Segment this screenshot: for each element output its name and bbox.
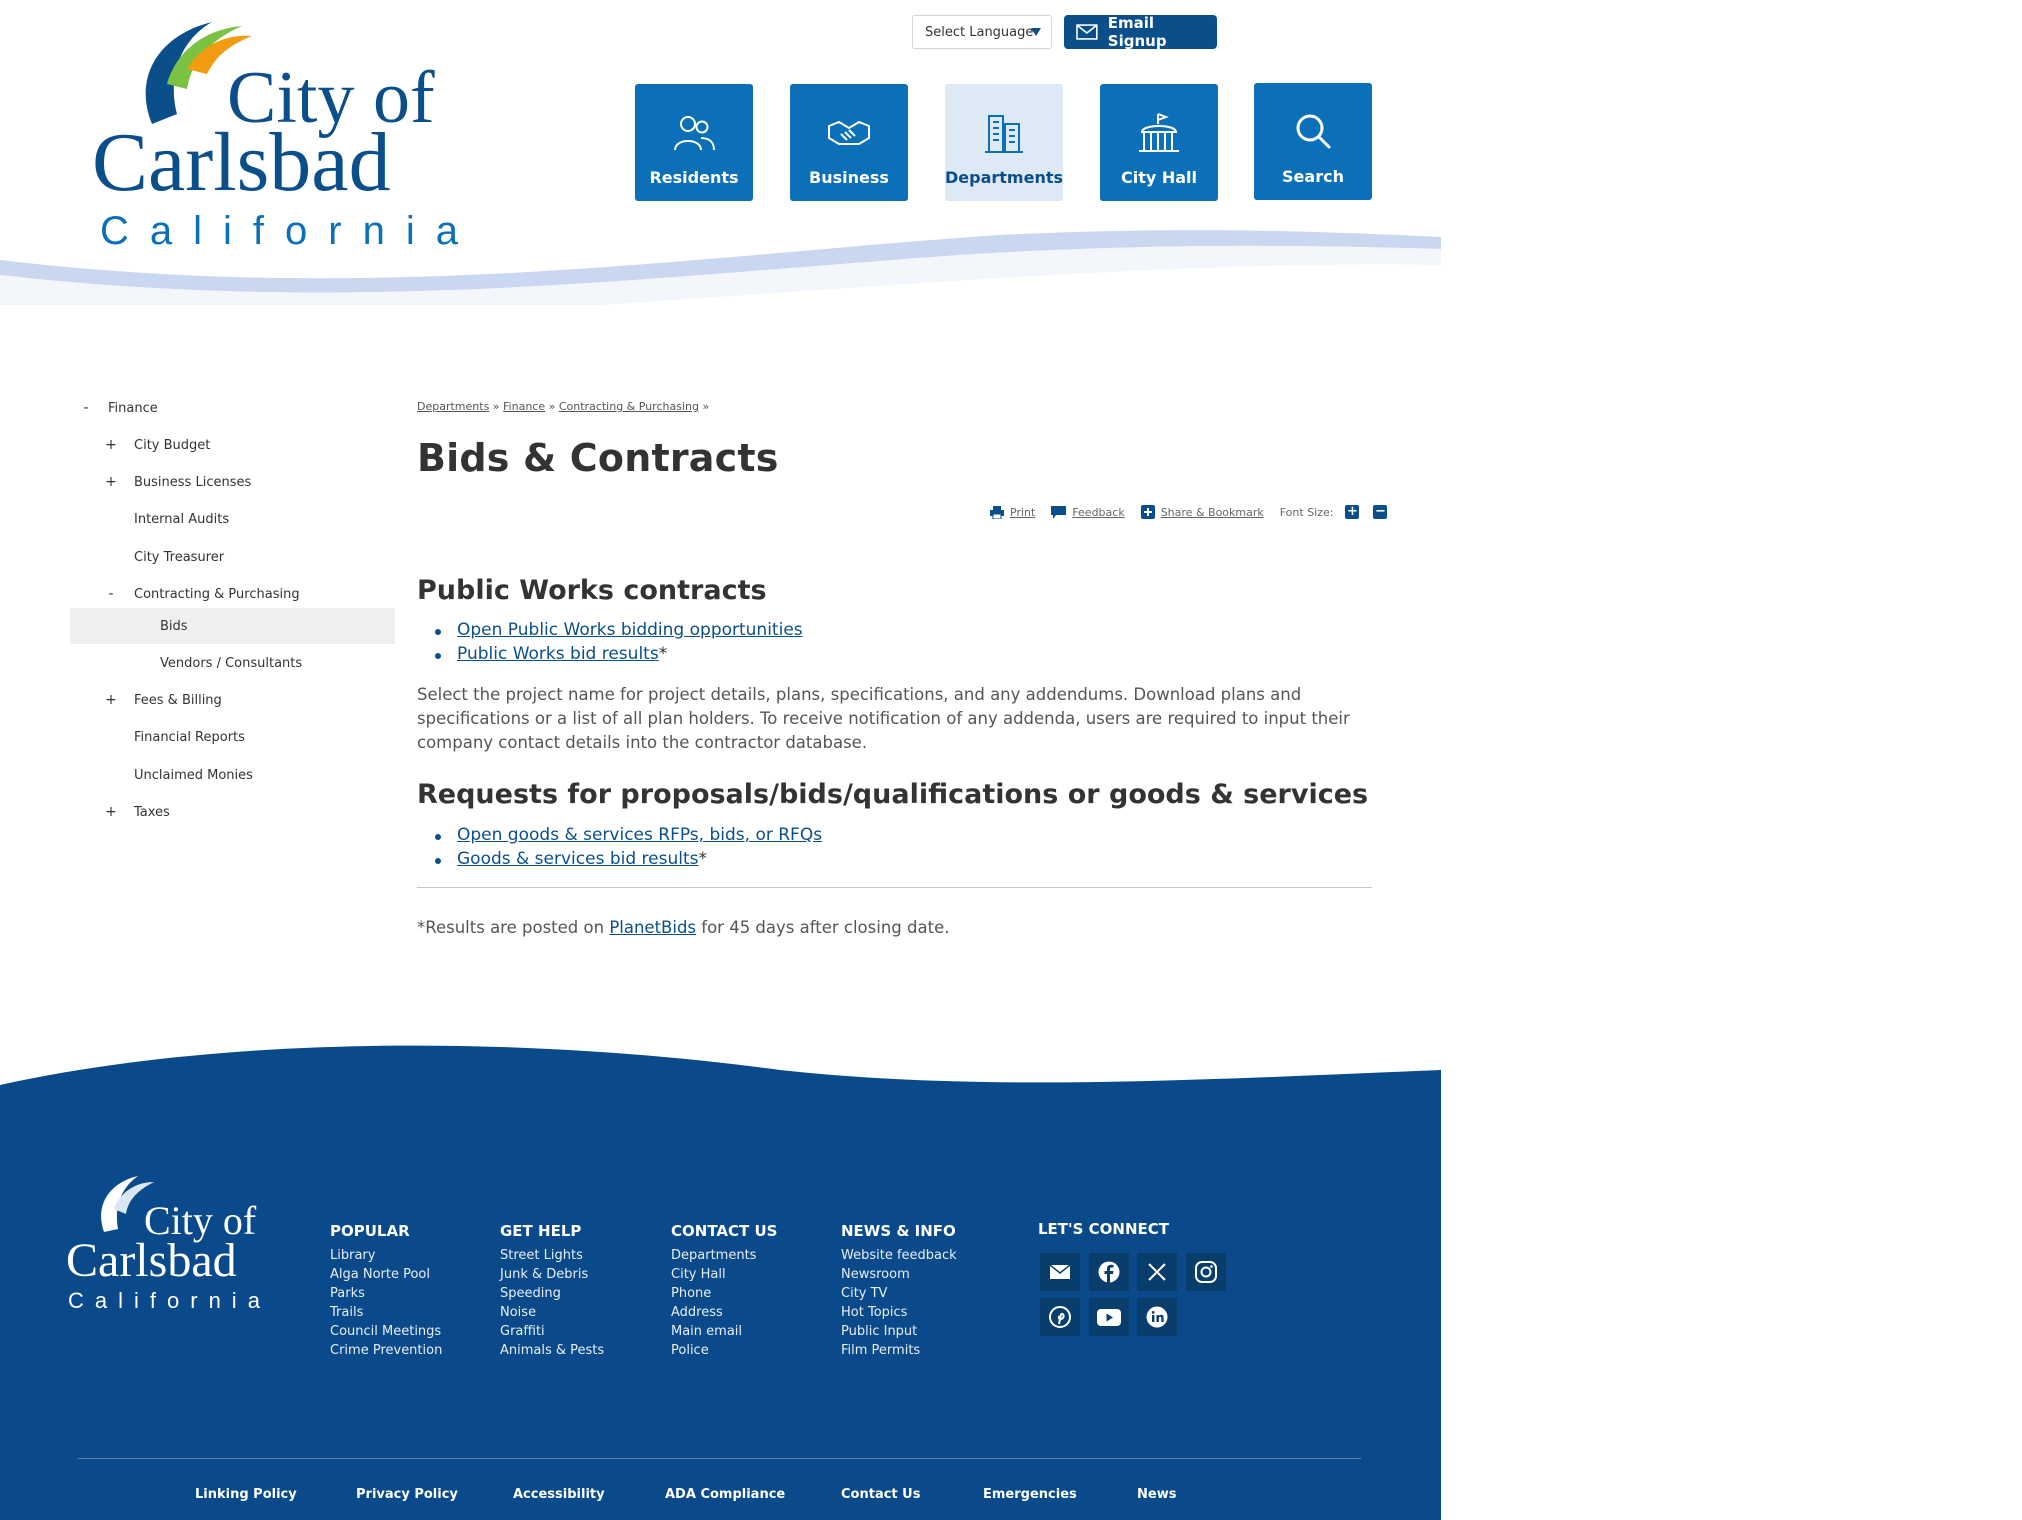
nav-city-hall[interactable] xyxy=(1100,84,1218,201)
print-tool[interactable] xyxy=(990,506,1035,519)
public-works-results-link[interactable]: Public Works bid results xyxy=(457,644,659,664)
language-select[interactable] xyxy=(912,15,1052,49)
social-heading: LET'S CONNECT xyxy=(1038,1220,1170,1238)
footer-link[interactable]: Alga Norte Pool xyxy=(330,1267,431,1282)
footer-column-heading: CONTACT US xyxy=(671,1222,778,1240)
nav-departments[interactable] xyxy=(945,84,1063,201)
buildings-icon xyxy=(981,110,1027,156)
footer-link-ada-compliance[interactable]: ADA Compliance xyxy=(665,1487,786,1502)
footer-link[interactable]: Police xyxy=(671,1343,709,1358)
social-x-button[interactable] xyxy=(1137,1253,1177,1291)
share-tool[interactable] xyxy=(1141,505,1264,519)
public-works-links xyxy=(457,620,803,668)
font-increase-button[interactable]: + xyxy=(1347,504,1358,519)
sidebar-item-vendors-consultants[interactable] xyxy=(70,645,395,681)
handshake-icon xyxy=(825,110,873,156)
page-title: Bids & Contracts xyxy=(417,436,779,480)
nav-business[interactable] xyxy=(790,84,908,201)
breadcrumb-separator: » xyxy=(548,400,556,413)
city-logo[interactable] xyxy=(92,14,462,250)
city-hall-icon xyxy=(1136,110,1182,156)
footer-link[interactable]: Graffiti xyxy=(500,1324,545,1339)
plus-square-icon xyxy=(1141,505,1155,519)
footer-column-heading: POPULAR xyxy=(330,1222,410,1240)
footer-link-news[interactable]: News xyxy=(1137,1487,1177,1502)
breadcrumb-departments[interactable]: Departments xyxy=(417,400,490,413)
nav-residents[interactable] xyxy=(635,84,753,201)
footer-column-heading: GET HELP xyxy=(500,1222,582,1240)
envelope-icon xyxy=(1076,24,1098,40)
email-icon xyxy=(1050,1265,1070,1279)
footer-column-heading: NEWS & INFO xyxy=(841,1222,956,1240)
footer-link[interactable]: Address xyxy=(671,1305,723,1320)
sidebar-item-label: Unclaimed Monies xyxy=(134,767,253,783)
nav-city-hall-label: City Hall xyxy=(1120,168,1198,187)
sidebar-item-fees-billing[interactable] xyxy=(70,682,395,718)
email-signup-button[interactable] xyxy=(1064,15,1217,49)
goods-services-results-link[interactable]: Goods & services bid results xyxy=(457,849,699,869)
print-link[interactable]: Print xyxy=(1010,505,1036,519)
section-heading-requests: Requests for proposals/bids/qualifications or goods & services xyxy=(417,779,1369,810)
nav-departments-label: Departments xyxy=(945,168,1064,187)
social-youtube-button[interactable] xyxy=(1089,1298,1129,1336)
sidebar-item-city-budget[interactable] xyxy=(70,427,395,463)
sidebar-item-city-treasurer[interactable] xyxy=(70,539,395,575)
list-item xyxy=(457,825,822,849)
footnote-before: *Results are posted on xyxy=(417,918,610,937)
footer-link[interactable]: Speeding xyxy=(500,1286,561,1301)
list-item xyxy=(457,644,803,668)
sidebar-item-business-licenses[interactable] xyxy=(70,464,395,500)
search-icon xyxy=(1290,109,1336,155)
city-logo-mark xyxy=(92,14,462,250)
nav-search-label: Search xyxy=(1282,167,1344,186)
footer-link[interactable]: Website feedback xyxy=(841,1248,957,1263)
sidebar-item-label: City Treasurer xyxy=(134,549,225,565)
asterisk: * xyxy=(658,644,668,664)
footer-link[interactable]: Departments xyxy=(671,1248,757,1263)
logo-line3: California xyxy=(100,209,462,250)
footer-logo-line3: California xyxy=(68,1288,271,1313)
sidebar-item-label: Fees & Billing xyxy=(134,692,222,708)
feedback-link[interactable]: Feedback xyxy=(1072,505,1125,519)
divider xyxy=(417,887,1372,888)
social-linkedin-button[interactable] xyxy=(1137,1298,1177,1336)
email-signup-label: Email Signup xyxy=(1107,14,1167,50)
pinterest-icon xyxy=(1049,1306,1071,1328)
expand-toggle[interactable]: + xyxy=(105,437,117,453)
sidebar-item-financial-reports[interactable] xyxy=(70,719,395,755)
footer-logo-mark xyxy=(66,1174,276,1314)
footer-link[interactable]: Noise xyxy=(500,1305,537,1320)
feedback-tool[interactable] xyxy=(1051,506,1124,519)
footnote-after: for 45 days after closing date. xyxy=(696,918,950,937)
section-heading-public-works: Public Works contracts xyxy=(417,575,767,606)
language-select-label: Select Language xyxy=(925,24,1034,40)
logo-line1: City of xyxy=(227,57,435,139)
footer-link[interactable]: Crime Prevention xyxy=(330,1343,443,1358)
caret-down-icon xyxy=(1031,28,1041,36)
footer-divider xyxy=(78,1458,1361,1459)
youtube-icon xyxy=(1097,1309,1121,1326)
breadcrumb-separator: » xyxy=(702,400,710,413)
logo-line2: Carlsbad xyxy=(92,116,391,209)
sidebar-item-label: Bids xyxy=(160,618,188,634)
expand-toggle[interactable]: + xyxy=(105,692,117,708)
linkedin-icon xyxy=(1146,1306,1168,1328)
collapse-toggle[interactable]: - xyxy=(83,400,89,416)
breadcrumb-contracting-purchasing[interactable]: Contracting & Purchasing xyxy=(558,400,699,413)
body-paragraph: Select the project name for project details, plans, specifications, and any addendums. Download plans and specifications or a list of all plan holders. To receive notification of any addenda, users are required to input their company contact details into the contractor database. xyxy=(417,685,1350,752)
sidebar-item-label: Financial Reports xyxy=(134,729,245,745)
instagram-icon xyxy=(1195,1261,1217,1283)
people-icon xyxy=(671,110,717,156)
footer-logo-line2: Carlsbad xyxy=(66,1234,237,1287)
sidebar-item-label: Vendors / Consultants xyxy=(160,655,303,671)
footer-link[interactable]: Public Input xyxy=(841,1324,918,1339)
footer-logo[interactable] xyxy=(66,1174,276,1314)
footer-link[interactable]: Library xyxy=(330,1248,376,1263)
footer-link[interactable]: Parks xyxy=(330,1286,365,1301)
social-email-button[interactable] xyxy=(1040,1253,1080,1291)
share-bookmark-link[interactable]: Share & Bookmark xyxy=(1160,505,1264,519)
sidebar-item-label: Contracting & Purchasing xyxy=(134,586,300,602)
footer-link[interactable]: Newsroom xyxy=(841,1267,910,1282)
breadcrumb xyxy=(417,400,709,413)
sidebar-item-label: City Budget xyxy=(134,437,211,453)
footer-link[interactable]: Main email xyxy=(671,1324,743,1339)
printer-icon xyxy=(990,506,1004,519)
sidebar-item-unclaimed-monies[interactable] xyxy=(70,757,395,793)
expand-toggle[interactable]: + xyxy=(105,804,117,820)
x-icon xyxy=(1148,1263,1166,1281)
social-pinterest-button[interactable] xyxy=(1040,1298,1080,1336)
footer-link[interactable]: Street Lights xyxy=(500,1248,583,1263)
footer-link[interactable]: City Hall xyxy=(671,1267,726,1282)
footer-link-linking-policy[interactable]: Linking Policy xyxy=(195,1487,297,1502)
footer-link-privacy-policy[interactable]: Privacy Policy xyxy=(356,1487,458,1502)
speech-bubble-icon xyxy=(1051,506,1066,519)
list-item xyxy=(457,849,822,873)
open-public-works-link[interactable]: Open Public Works bidding opportunities xyxy=(457,620,803,640)
asterisk: * xyxy=(698,849,708,869)
footer-link[interactable]: Hot Topics xyxy=(841,1305,908,1320)
footer-column-contact-us xyxy=(671,1222,777,1360)
page-tools xyxy=(990,503,1387,521)
sidebar-item-taxes[interactable] xyxy=(70,794,395,830)
footer-link-accessibility[interactable]: Accessibility xyxy=(513,1487,605,1502)
nav-residents-label: Residents xyxy=(649,168,739,187)
footer-column-news-info xyxy=(841,1222,957,1360)
sidebar-item-bids[interactable] xyxy=(70,608,395,644)
sidebar-item-label: Finance xyxy=(108,400,158,416)
footer-link-emergencies[interactable]: Emergencies xyxy=(983,1487,1077,1502)
collapse-toggle[interactable]: - xyxy=(108,586,114,602)
nav-business-label: Business xyxy=(809,168,889,187)
open-goods-services-link[interactable]: Open goods & services RFPs, bids, or RFQs xyxy=(457,825,823,845)
goods-services-links xyxy=(457,825,822,873)
facebook-icon xyxy=(1098,1261,1120,1283)
footer-link[interactable]: Phone xyxy=(671,1286,712,1301)
breadcrumb-finance[interactable]: Finance xyxy=(503,400,546,413)
sidebar-item-label: Business Licenses xyxy=(134,474,252,490)
sidebar-item-label: Taxes xyxy=(134,804,170,820)
footer-link[interactable]: Junk & Debris xyxy=(500,1267,589,1282)
footer-link-contact-us[interactable]: Contact Us xyxy=(841,1487,921,1502)
footer-link[interactable]: Trails xyxy=(330,1305,364,1320)
social-instagram-button[interactable] xyxy=(1186,1253,1226,1291)
social-facebook-button[interactable] xyxy=(1089,1253,1129,1291)
footer-logo-line1: City of xyxy=(144,1198,257,1243)
footer-column-get-help xyxy=(500,1222,604,1360)
nav-search[interactable] xyxy=(1254,83,1372,200)
sidebar-item-internal-audits[interactable] xyxy=(70,501,395,537)
sidebar-item-finance[interactable] xyxy=(70,390,395,426)
footer-link[interactable]: Film Permits xyxy=(841,1343,921,1358)
list-item xyxy=(457,620,803,644)
footer-link[interactable]: City TV xyxy=(841,1286,888,1301)
sidebar-item-label: Internal Audits xyxy=(134,511,230,527)
breadcrumb-separator: » xyxy=(492,400,500,413)
planetbids-link[interactable]: PlanetBids xyxy=(609,918,697,937)
sidebar-item-contracting-purchasing[interactable] xyxy=(70,576,395,612)
expand-toggle[interactable]: + xyxy=(105,474,117,490)
footer-link[interactable]: Animals & Pests xyxy=(500,1343,605,1358)
footnote xyxy=(417,918,949,937)
footer-link[interactable]: Council Meetings xyxy=(330,1324,442,1339)
footer-column-popular xyxy=(330,1222,442,1360)
font-decrease-button[interactable]: − xyxy=(1375,504,1386,519)
font-size-label: Font Size: xyxy=(1279,505,1334,519)
